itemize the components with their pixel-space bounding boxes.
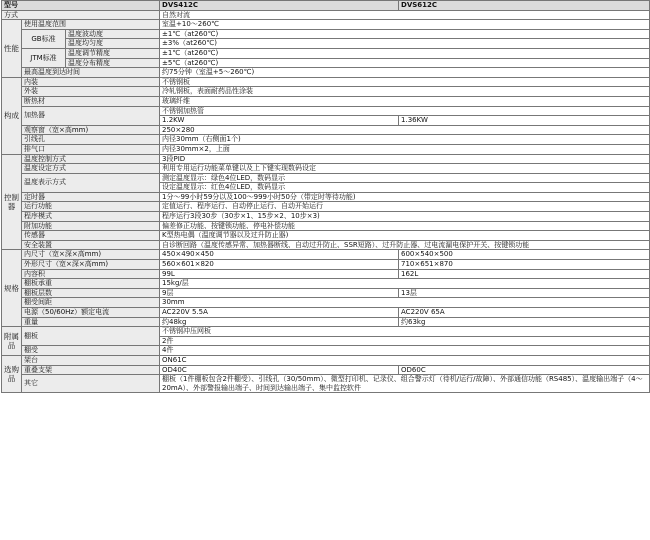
label-fangshi: 方式: [2, 10, 160, 20]
value-display-set: 设定温度显示：红色4位LED，数码显示: [160, 183, 650, 193]
label-setting-method: 温度设定方式: [22, 164, 160, 174]
label-exhaust: 排气口: [22, 144, 160, 154]
category-options: 选购品: [2, 355, 22, 392]
label-display: 温度表示方式: [22, 173, 160, 192]
value-max-time: 约75分钟（室温+5～260℃): [160, 68, 650, 78]
label-shelf-spacing: 棚受间距: [22, 298, 160, 308]
group-jtm: JTM标准: [22, 48, 66, 67]
label-extra-function: 附加功能: [22, 221, 160, 231]
value-shelf-count-412: 9层: [160, 288, 399, 298]
value-shelf-acc-count: 2件: [160, 336, 650, 346]
value-outer-size-412: 560×601×820: [160, 260, 399, 270]
row-stand: [2, 355, 650, 365]
row-volume: [2, 269, 650, 279]
value-run-function: 定值运行、程序运行、自动停止运行、自动开始运行: [160, 202, 650, 212]
label-power: 电源（50/60Hz）额定电流: [22, 308, 160, 318]
value-display-measured: 测定温度显示：绿色4位LED，数码显示: [160, 173, 650, 183]
value-waizhuang: 冷轧钢板，表面耐药品性涂装: [160, 87, 650, 97]
row-shelf-spacing: [2, 298, 650, 308]
label-outer-size: 外形尺寸（宽×深×高mm): [22, 260, 160, 270]
row-others: [2, 375, 650, 393]
row-heater-top: [2, 106, 650, 116]
value-power-612: AC220V 65A: [399, 308, 650, 318]
spec-table: [1, 0, 650, 393]
label-neizhuang: 内装: [22, 77, 160, 87]
row-duanre: [2, 96, 650, 106]
row-gb-uniformity: [2, 39, 650, 49]
label-gb-fluctuation: 温度波动度: [66, 29, 160, 39]
row-weight: [2, 317, 650, 327]
value-stack-bracket-412: OD40C: [160, 365, 399, 375]
label-duanre: 断热材: [22, 96, 160, 106]
value-stand: ON61C: [160, 355, 650, 365]
label-sensor: 传感器: [22, 231, 160, 241]
value-others: 棚板（1件棚板包含2件棚受）、引线孔（30/50mm）、微型打印机、记录仪、组合警示灯（待机/运行/故障）、外部通信功能（RS485）、温度输出端子（4～20mA）、外部警报输出端子、时间到达输出端子、集中监控软件: [160, 375, 650, 393]
row-window: [2, 125, 650, 135]
label-waizhuang: 外装: [22, 87, 160, 97]
row-power: [2, 308, 650, 318]
category-performance: 性能: [2, 20, 22, 78]
row-safety: [2, 240, 650, 250]
value-jtm-distribution: ±5℃（at260℃): [160, 58, 650, 68]
label-window: 观察窗（宽×高mm): [22, 125, 160, 135]
value-shelf-count-612: 13层: [399, 288, 650, 298]
category-controller: 控制器: [2, 154, 22, 250]
label-usage-range: 使用温度范围: [22, 20, 160, 30]
row-inner-size: [2, 250, 650, 260]
value-sensor: K型热电偶（温度调节器以及过升防止器): [160, 231, 650, 241]
row-shelf-acc-1: [2, 327, 650, 337]
value-power-412: AC220V 5.5A: [160, 308, 399, 318]
value-neizhuang: 不锈钢板: [160, 77, 650, 87]
row-neizhuang: [2, 77, 650, 87]
label-safety: 安全装置: [22, 240, 160, 250]
row-exhaust: [2, 144, 650, 154]
header-dvs412c: DVS412C: [160, 1, 399, 11]
value-shelf-acc-type: 不锈钢冲压网板: [160, 327, 650, 337]
value-usage-range: 室温+10～260℃: [160, 20, 650, 30]
header-model: 型号: [2, 1, 160, 11]
label-jtm-distribution: 温度分布精度: [66, 58, 160, 68]
label-heater: 加热器: [22, 106, 160, 125]
value-safety: 自诊断回路（温度传感异常、加热器断线、自动过升防止、SSR短路）、过升防止器、过电流漏电保护开关、按键锁功能: [160, 240, 650, 250]
label-shelf-acc: 棚板: [22, 327, 160, 346]
label-program-mode: 程序模式: [22, 212, 160, 222]
value-setting-method: 利用专用运行功能菜单键以及上下键实现数码设定: [160, 164, 650, 174]
value-duanre: 玻璃纤维: [160, 96, 650, 106]
group-gb: GB标准: [22, 29, 66, 48]
row-timer: [2, 192, 650, 202]
row-jtm-distribution: [2, 58, 650, 68]
row-display-1: [2, 173, 650, 183]
value-outer-size-612: 710×651×870: [399, 260, 650, 270]
value-gb-fluctuation: ±1℃（at260℃): [160, 29, 650, 39]
row-shelf-load: [2, 279, 650, 289]
value-window: 250×280: [160, 125, 650, 135]
value-exhaust: 内径30mm×2，上面: [160, 144, 650, 154]
value-heater-412: 1.2KW: [160, 116, 399, 126]
value-stack-bracket-612: OD60C: [399, 365, 650, 375]
value-extra-function: 偏差修正功能、按键锁功能、停电补偿功能: [160, 221, 650, 231]
label-shelf-support: 棚受: [22, 346, 160, 356]
value-control-method: 3段PID: [160, 154, 650, 164]
header-row: [2, 1, 650, 11]
row-jtm-precision: [2, 48, 650, 58]
value-program-mode: 程序运行3段30步（30步×1、15步×2、10步×3): [160, 212, 650, 222]
value-weight-612: 约63kg: [399, 317, 650, 327]
row-control-method: [2, 154, 650, 164]
value-inner-size-412: 450×490×450: [160, 250, 399, 260]
label-control-method: 温度控制方式: [22, 154, 160, 164]
row-usage-range: [2, 20, 650, 30]
value-weight-412: 约48kg: [160, 317, 399, 327]
row-sensor: [2, 231, 650, 241]
label-stack-bracket: 重叠支架: [22, 365, 160, 375]
value-volume-612: 162L: [399, 269, 650, 279]
row-max-time: [2, 68, 650, 78]
row-gb-fluctuation: [2, 29, 650, 39]
label-timer: 定时器: [22, 192, 160, 202]
label-shelf-load: 棚板承重: [22, 279, 160, 289]
row-shelf-count: [2, 288, 650, 298]
value-fangshi: 自然对流: [160, 10, 650, 20]
value-heater-type: 不锈钢加热管: [160, 106, 650, 116]
row-program-mode: [2, 212, 650, 222]
value-shelf-spacing: 30mm: [160, 298, 650, 308]
label-others: 其它: [22, 375, 160, 393]
row-outer-size: [2, 260, 650, 270]
value-volume-412: 99L: [160, 269, 399, 279]
label-stand: 架台: [22, 355, 160, 365]
label-weight: 重量: [22, 317, 160, 327]
row-fangshi: [2, 10, 650, 20]
row-stack-bracket: [2, 365, 650, 375]
value-cable-hole: 内径30mm（右侧面1个): [160, 135, 650, 145]
value-inner-size-612: 600×540×500: [399, 250, 650, 260]
row-setting-method: [2, 164, 650, 174]
value-shelf-support: 4件: [160, 346, 650, 356]
label-shelf-count: 棚板层数: [22, 288, 160, 298]
value-shelf-load: 15kg/层: [160, 279, 650, 289]
label-gb-uniformity: 温度均匀度: [66, 39, 160, 49]
category-spec: 规格: [2, 250, 22, 327]
label-inner-size: 内尺寸（宽×深×高mm): [22, 250, 160, 260]
label-volume: 内容积: [22, 269, 160, 279]
value-jtm-precision: ±1℃（at260℃): [160, 48, 650, 58]
value-gb-uniformity: ±3%（at260℃): [160, 39, 650, 49]
row-cable-hole: [2, 135, 650, 145]
category-composition: 构成: [2, 77, 22, 154]
row-waizhuang: [2, 87, 650, 97]
label-cable-hole: 引线孔: [22, 135, 160, 145]
row-run-function: [2, 202, 650, 212]
row-extra-function: [2, 221, 650, 231]
header-dvs612c: DVS612C: [399, 1, 650, 11]
label-jtm-precision: 温度调节精度: [66, 48, 160, 58]
label-run-function: 运行功能: [22, 202, 160, 212]
category-accessories: 附属品: [2, 327, 22, 356]
value-heater-612: 1.36KW: [399, 116, 650, 126]
value-timer: 1分～99小时59分以及100～999小时50分（带定时等待功能): [160, 192, 650, 202]
row-shelf-support: [2, 346, 650, 356]
label-max-time: 最高温度到达时间: [22, 68, 160, 78]
